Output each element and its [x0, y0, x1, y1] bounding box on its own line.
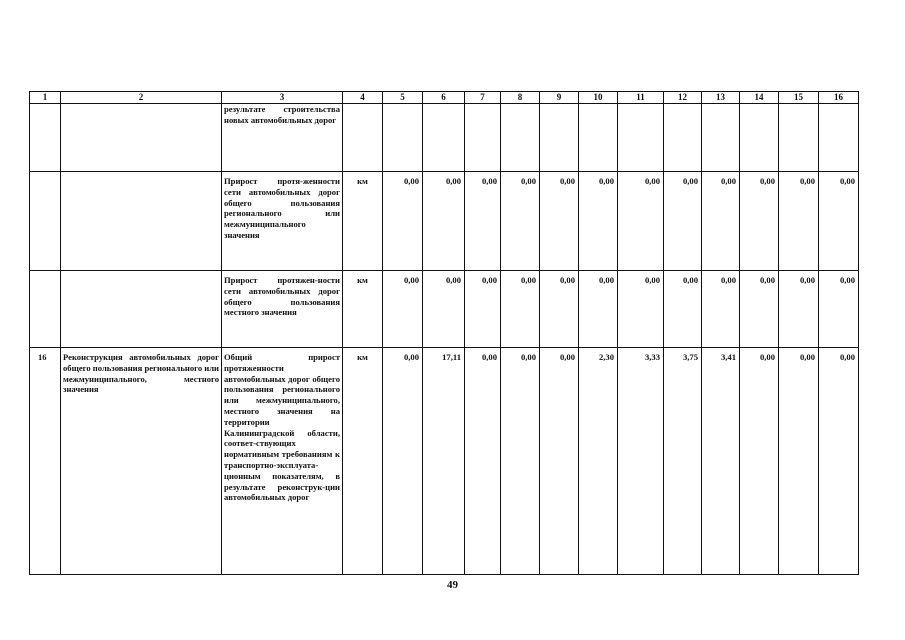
unit: км [343, 271, 383, 348]
value-cell: 0,00 [423, 271, 465, 348]
value-cell: 0,00 [465, 172, 501, 271]
value-cell: 2,30 [579, 348, 618, 575]
value-cell: 0,00 [423, 172, 465, 271]
column-number: 6 [423, 92, 465, 104]
indicator-name: результате строительства новых автомобильных дорог [222, 104, 343, 172]
unit [343, 104, 383, 172]
value-cell: 0,00 [779, 172, 819, 271]
column-number: 9 [540, 92, 579, 104]
column-number: 2 [61, 92, 222, 104]
value-cell: 0,00 [779, 348, 819, 575]
column-number: 14 [740, 92, 779, 104]
row-number [30, 271, 61, 348]
value-cell: 0,00 [501, 172, 540, 271]
value-cell [501, 104, 540, 172]
value-cell: 0,00 [740, 271, 779, 348]
measure-name [61, 271, 222, 348]
column-number: 5 [383, 92, 423, 104]
column-number: 11 [618, 92, 664, 104]
table-row [30, 172, 859, 271]
value-cell [779, 104, 819, 172]
column-number: 13 [702, 92, 740, 104]
value-cell: 0,00 [779, 271, 819, 348]
value-cell [664, 104, 702, 172]
data-table [29, 91, 859, 575]
value-cell: 0,00 [819, 172, 859, 271]
column-number: 3 [222, 92, 343, 104]
value-cell: 0,00 [664, 271, 702, 348]
measure-name: Реконструкция автомобильных дорог общего пользования регионального или межмуниципального, местного значения [61, 348, 222, 575]
value-cell: 0,00 [540, 348, 579, 575]
measure-name [61, 104, 222, 172]
value-cell: 17,11 [423, 348, 465, 575]
value-cell: 0,00 [664, 172, 702, 271]
column-number: 8 [501, 92, 540, 104]
value-cell: 0,00 [501, 271, 540, 348]
value-cell [579, 104, 618, 172]
measure-name [61, 172, 222, 271]
column-number: 7 [465, 92, 501, 104]
unit: км [343, 348, 383, 575]
value-cell: 0,00 [501, 348, 540, 575]
value-cell: 0,00 [579, 271, 618, 348]
value-cell [540, 104, 579, 172]
indicator-name: Общий прирост протяженности автомобильных дорог общего пользования регионального или межмуниципального, местного значения на территории Калининградской области, соответ-ствующих нормативным требованиям к транспортно-эксплуата-ционным показателям, в результате реконструк-ции автомобильных дорог [222, 348, 343, 575]
table-row [30, 271, 859, 348]
row-number [30, 172, 61, 271]
value-cell: 0,00 [540, 271, 579, 348]
page-number: 49 [447, 579, 458, 591]
value-cell [819, 104, 859, 172]
value-cell [383, 104, 423, 172]
column-number: 10 [579, 92, 618, 104]
column-number: 12 [664, 92, 702, 104]
value-cell: 0,00 [702, 172, 740, 271]
column-number: 16 [819, 92, 859, 104]
value-cell: 3,41 [702, 348, 740, 575]
value-cell: 3,75 [664, 348, 702, 575]
value-cell: 0,00 [702, 271, 740, 348]
value-cell [702, 104, 740, 172]
value-cell: 0,00 [579, 172, 618, 271]
value-cell: 0,00 [618, 271, 664, 348]
value-cell: 0,00 [618, 172, 664, 271]
value-cell: 0,00 [465, 348, 501, 575]
value-cell: 0,00 [740, 348, 779, 575]
value-cell: 0,00 [740, 172, 779, 271]
value-cell: 0,00 [819, 348, 859, 575]
data-table-container [29, 91, 859, 575]
indicator-name: Прирост протяжен-ности сети автомобильных дорог общего пользования местного значения [222, 271, 343, 348]
value-cell: 0,00 [540, 172, 579, 271]
value-cell: 0,00 [465, 271, 501, 348]
column-number: 15 [779, 92, 819, 104]
value-cell [423, 104, 465, 172]
column-number: 4 [343, 92, 383, 104]
row-number [30, 104, 61, 172]
value-cell [740, 104, 779, 172]
table-row [30, 348, 859, 575]
value-cell: 0,00 [819, 271, 859, 348]
value-cell: 3,33 [618, 348, 664, 575]
header-row [30, 92, 859, 104]
value-cell: 0,00 [383, 172, 423, 271]
indicator-name: Прирост протя-женности сети автомобильных дорог общего пользования регионального или межмуниципального значения [222, 172, 343, 271]
value-cell: 0,00 [383, 348, 423, 575]
unit: км [343, 172, 383, 271]
column-number: 1 [30, 92, 61, 104]
value-cell [465, 104, 501, 172]
row-number: 16 [30, 348, 61, 575]
value-cell: 0,00 [383, 271, 423, 348]
table-row [30, 104, 859, 172]
value-cell [618, 104, 664, 172]
